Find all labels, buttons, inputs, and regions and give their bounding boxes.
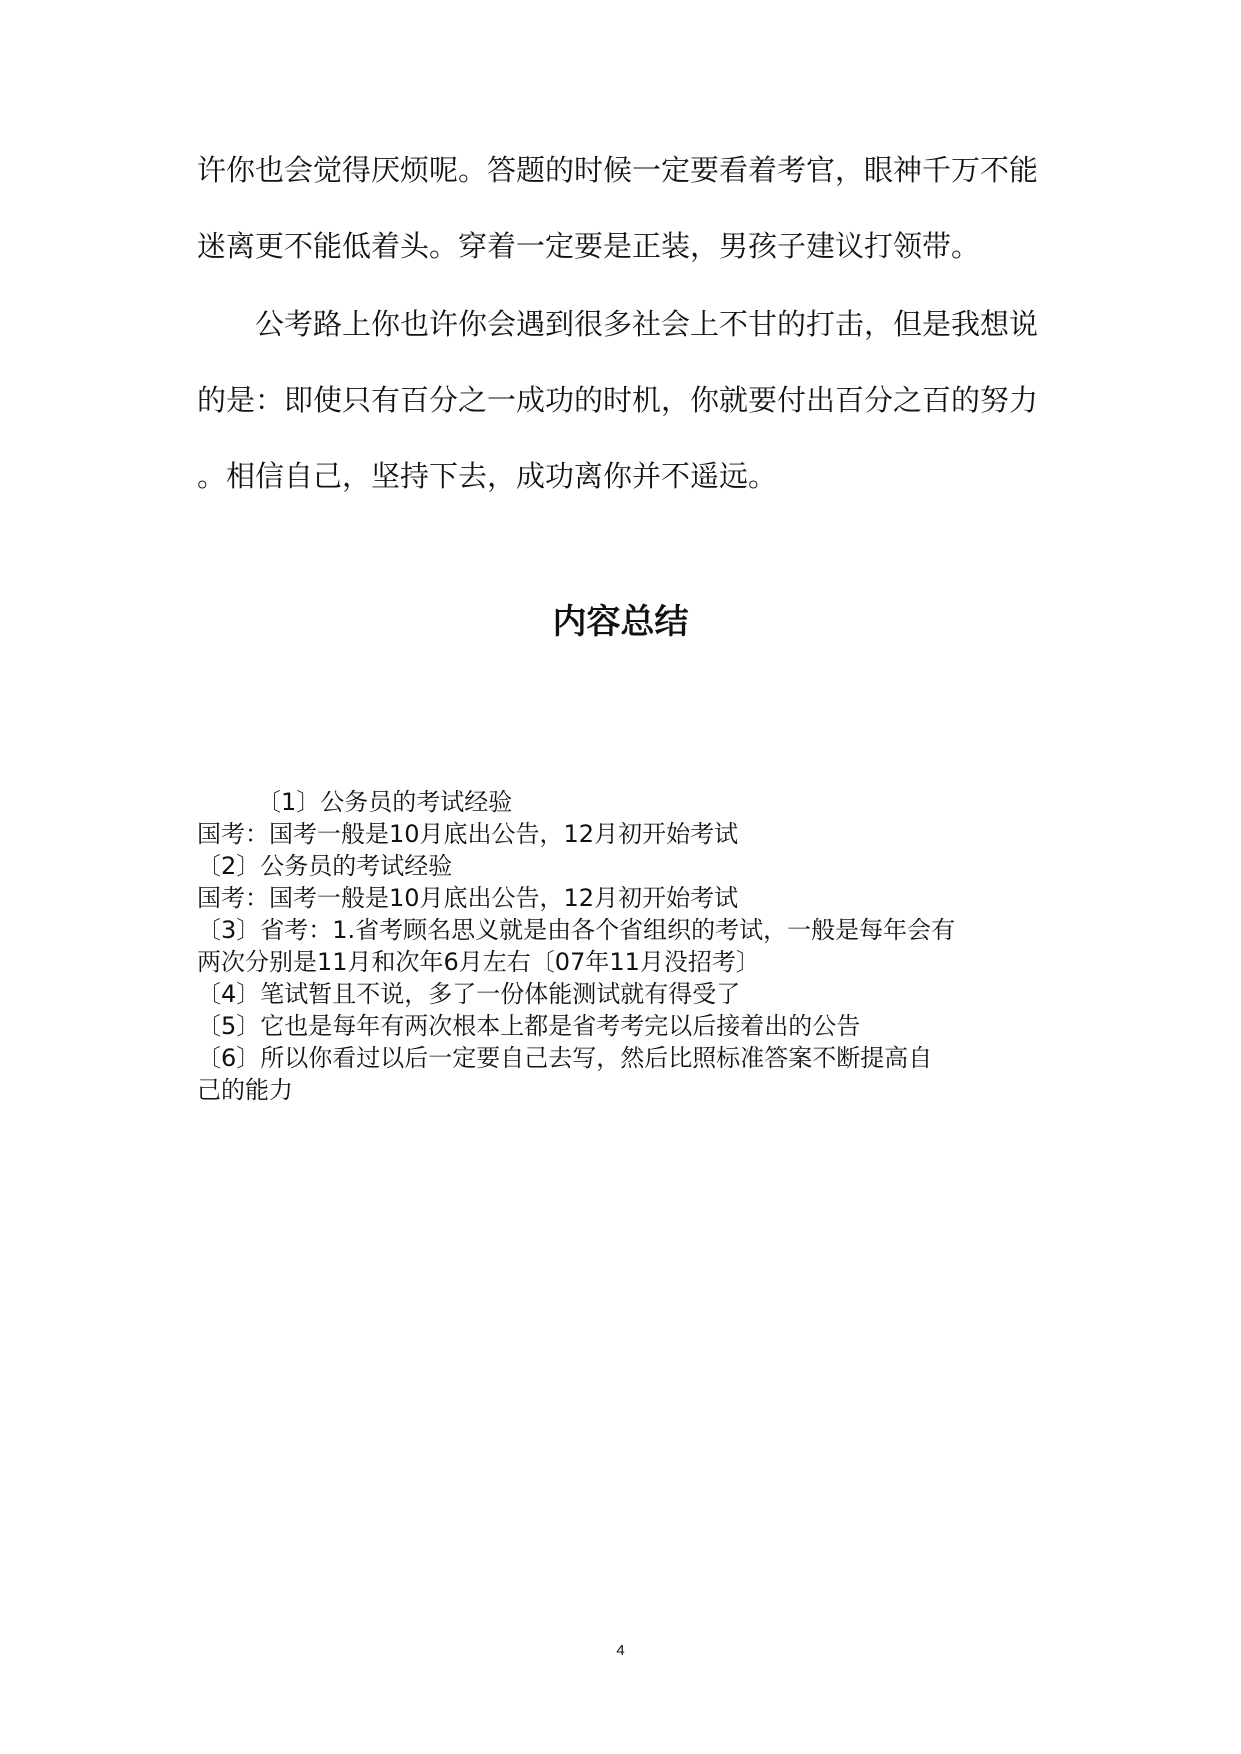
summary-line-10: 己的能力 [197,1076,293,1104]
body-line-5: 。相信自己，坚持下去，成功离你并不遥远。 [197,459,778,493]
summary-line-4: 国考：国考一般是10月底出公告，12月初开始考试 [197,884,739,912]
summary-line-7: 〔4〕笔试暂且不说，多了一份体能测试就有得受了 [197,980,741,1008]
body-line-3: 公考路上你也许你会遇到很多社会上不甘的打击，但是我想说 [255,307,1039,341]
summary-line-5: 〔3〕省考：1.省考顾名思义就是由各个省组织的考试，一般是每年会有 [197,916,956,944]
page-number: 4 [616,1642,625,1659]
summary-line-3: 〔2〕公务员的考试经验 [197,852,453,880]
summary-line-1: 〔1〕公务员的考试经验 [257,788,513,816]
summary-heading: 内容总结 [552,602,689,642]
summary-line-9: 〔6〕所以你看过以后一定要自己去写，然后比照标准答案不断提高自 [197,1044,933,1072]
summary-line-8: 〔5〕它也是每年有两次根本上都是省考考完以后接着出的公告 [197,1012,861,1040]
body-line-4: 的是：即使只有百分之一成功的时机，你就要付出百分之百的努力 [197,383,1039,417]
body-line-2: 迷离更不能低着头。穿着一定要是正装，男孩子建议打领带。 [197,229,981,263]
summary-line-6: 两次分别是11月和次年6月左右〔07年11月没招考〕 [197,948,760,976]
body-line-1: 许你也会觉得厌烦呢。答题的时候一定要看着考官，眼神千万不能 [197,153,1039,187]
summary-line-2: 国考：国考一般是10月底出公告，12月初开始考试 [197,820,739,848]
